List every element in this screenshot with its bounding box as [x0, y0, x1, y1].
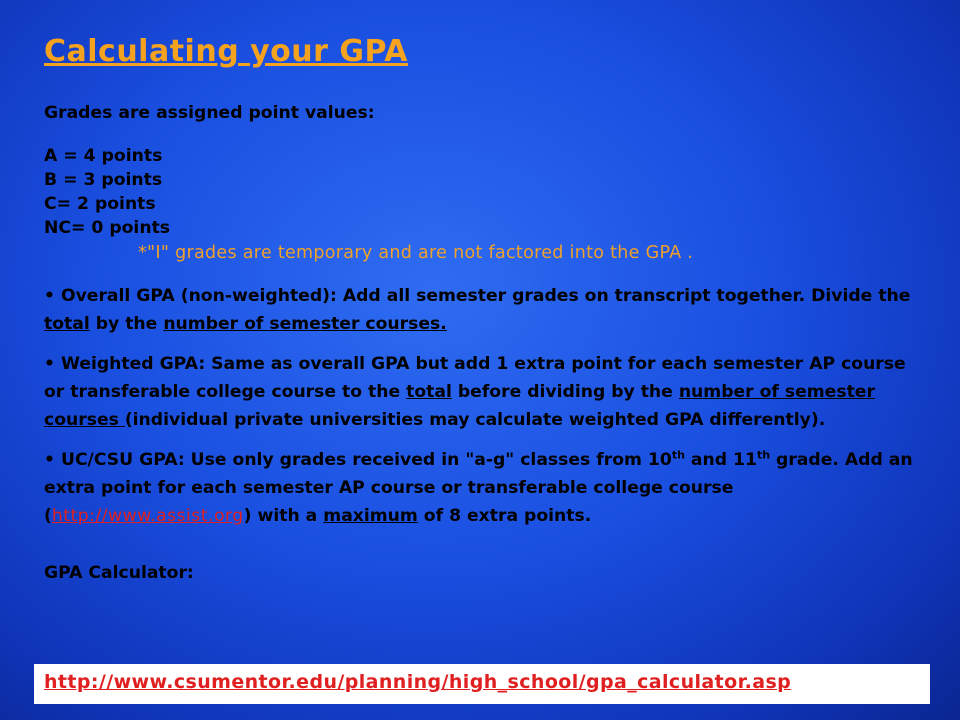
bullet-text: (individual private universities may calculate weighted GPA differently).: [124, 410, 826, 430]
slide-body: [44, 100, 924, 586]
bullet-text: and 11: [684, 450, 757, 470]
underlined-course-count: number of semester courses.: [163, 314, 447, 334]
superscript: th: [671, 448, 685, 462]
bullet-text: ) with a: [243, 506, 324, 526]
bullet-text: Weighted GPA: Same as overall GPA but add 1 extra point for each semester AP course or transferable college course to the: [44, 354, 906, 402]
grade-item: B = 3 points: [44, 170, 163, 190]
grade-item: A = 4 points: [44, 146, 163, 166]
bullet-text: before dividing by the: [451, 382, 679, 402]
calculator-url-box: [34, 664, 930, 704]
superscript: th: [756, 448, 771, 462]
intro-text: Grades are assigned point values:: [44, 103, 375, 123]
assist-link[interactable]: http://www.assist.org: [51, 506, 244, 526]
bullet-uc-csu-gpa: [44, 446, 924, 530]
calculator-link[interactable]: http://www.csumentor.edu/planning/high_school/gpa_calculator.asp: [44, 671, 792, 693]
bullet-weighted-gpa: [44, 350, 924, 434]
underlined-course-count: number of semester courses: [44, 382, 875, 430]
incomplete-note: *"I" grades are temporary and are not factored into the GPA .: [138, 243, 694, 263]
underlined-total: total: [44, 314, 90, 334]
bullet-text: by the: [89, 314, 164, 334]
bullet-marker: •: [44, 354, 61, 374]
grade-item: C= 2 points: [44, 194, 156, 214]
bullet-text: Overall GPA (non-weighted): Add all semester grades on transcript together. Divide the: [60, 286, 911, 306]
slide-title: Calculating your GPA: [44, 34, 408, 69]
bullet-marker: •: [44, 286, 61, 306]
grade-item: NC= 0 points: [44, 218, 171, 238]
bullet-text: of 8 extra points.: [417, 506, 592, 526]
underlined-maximum: maximum: [323, 506, 418, 526]
underlined-total: total: [406, 382, 452, 402]
bullet-text: UC/CSU GPA: Use only grades received in "a-g" classes from 10: [60, 450, 672, 470]
bullet-overall-gpa: [44, 282, 924, 338]
grade-list: [44, 144, 924, 240]
bullet-marker: •: [44, 450, 61, 470]
bullet-text: grade. Add an extra point for each semester AP course or transferable college course (: [44, 450, 913, 526]
calculator-label: GPA Calculator:: [44, 563, 194, 583]
